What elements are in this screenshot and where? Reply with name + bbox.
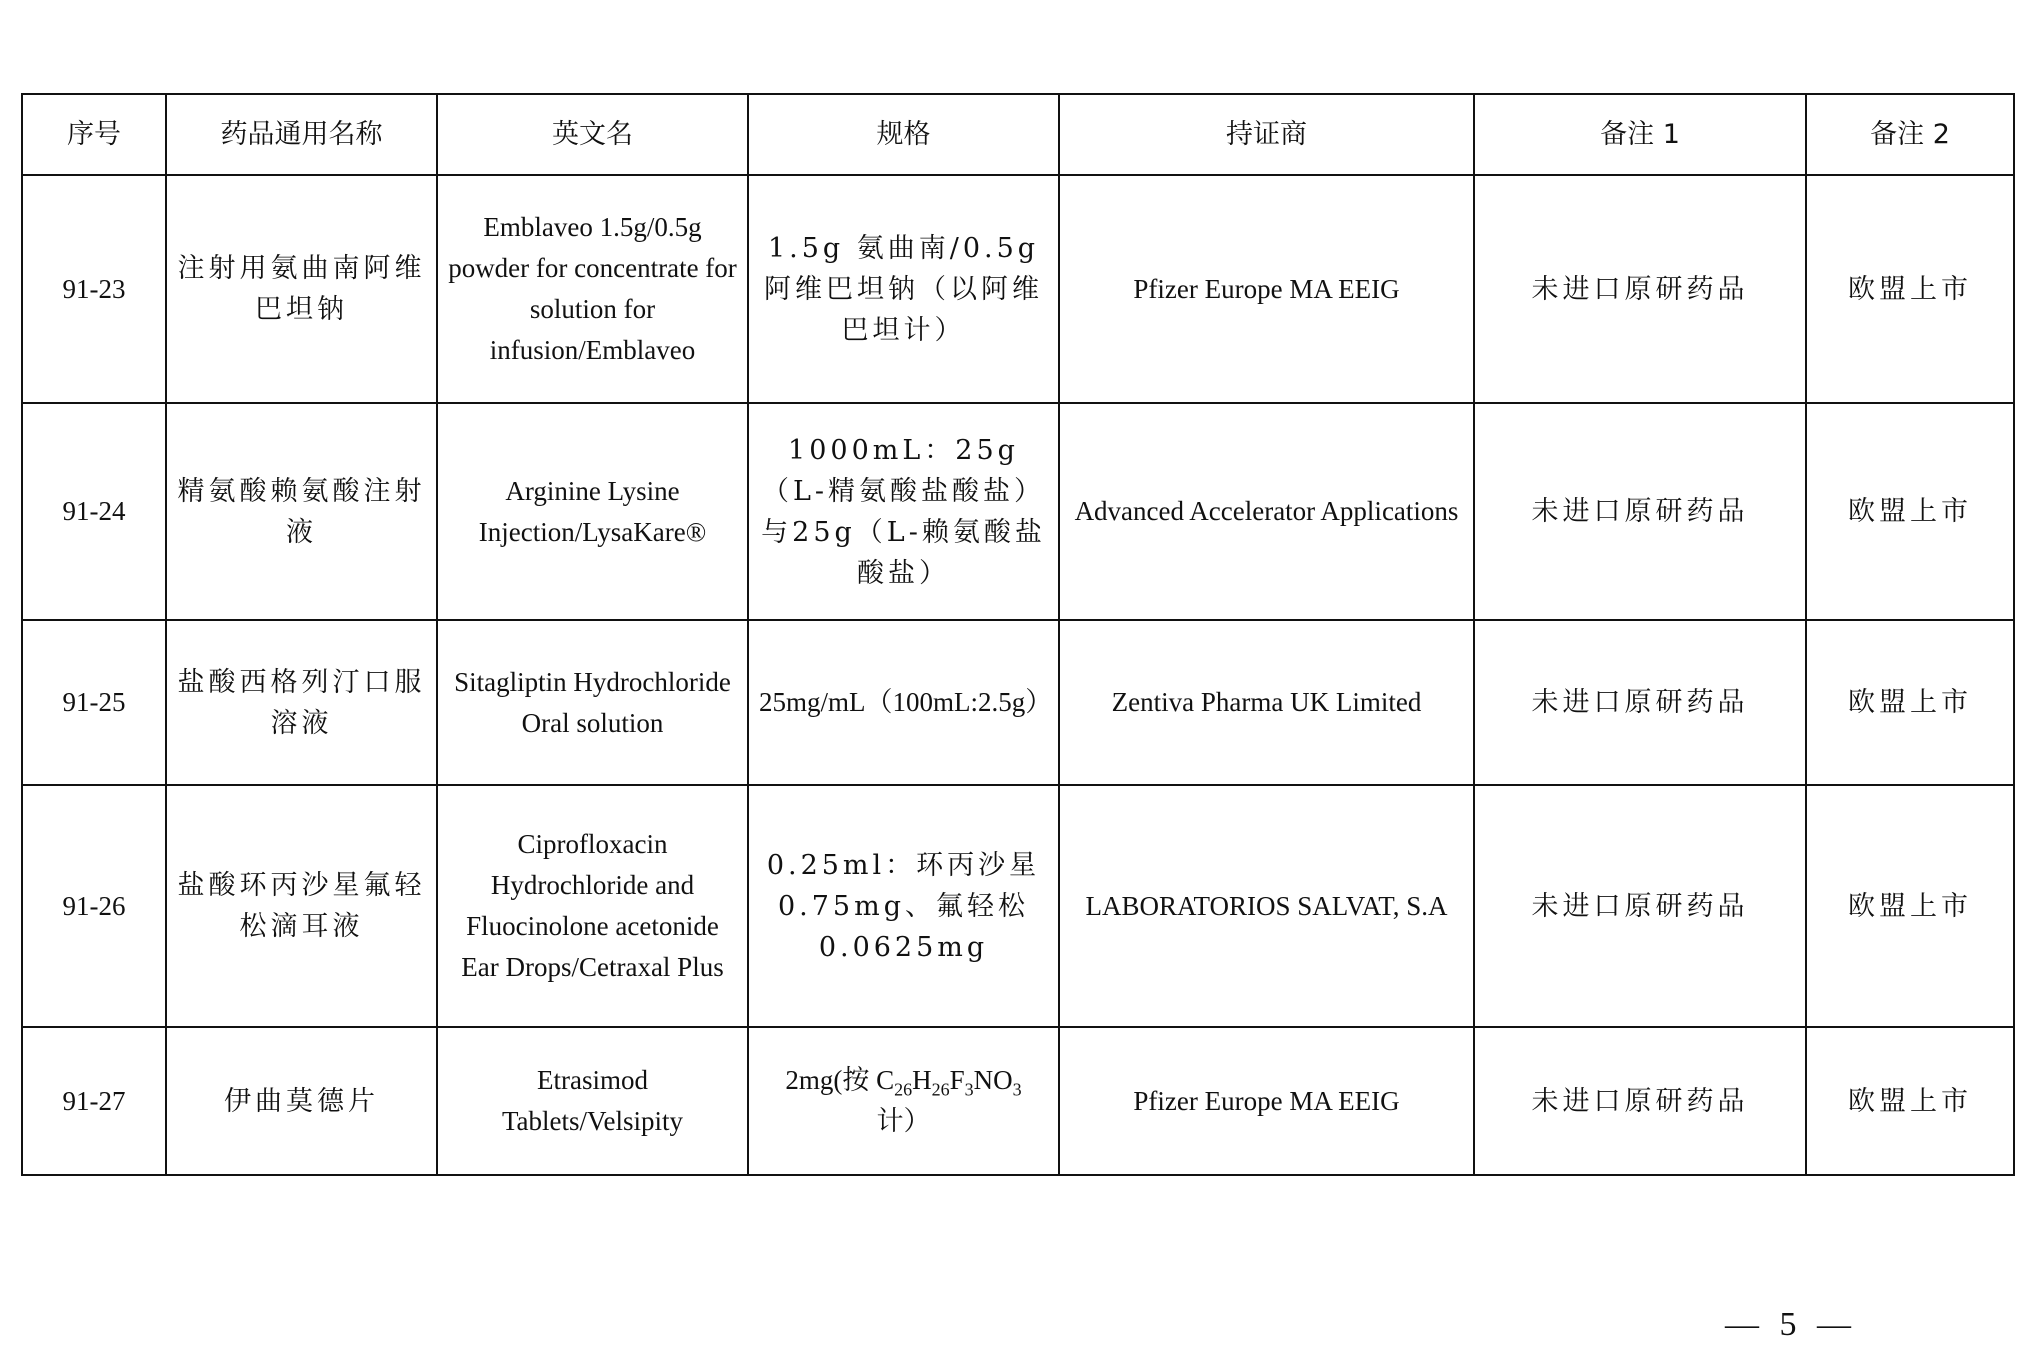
- cell-name-en: Arginine Lysine Injection/LysaKare®: [437, 403, 748, 620]
- header-name-en: 英文名: [437, 94, 748, 175]
- cell-name-cn: 盐酸西格列汀口服溶液: [166, 620, 437, 785]
- table-row: [22, 785, 2014, 1027]
- cell-name-en: Emblaveo 1.5g/0.5g powder for concentrate for solution for infusion/Emblaveo: [437, 175, 748, 403]
- header-no: 序号: [22, 94, 166, 175]
- cell-note2: 欧盟上市: [1806, 403, 2014, 620]
- spec-prefix: 2mg(按 C: [785, 1065, 895, 1095]
- cell-spec: [748, 1027, 1059, 1175]
- spec-subscript: 3: [964, 1079, 974, 1100]
- cell-note1: 未进口原研药品: [1474, 785, 1806, 1027]
- table-row: [22, 1027, 2014, 1175]
- spec-subscript: 3: [1012, 1079, 1022, 1100]
- cell-name-cn: 盐酸环丙沙星氟轻松滴耳液: [166, 785, 437, 1027]
- cell-note1: 未进口原研药品: [1474, 175, 1806, 403]
- cell-note2: 欧盟上市: [1806, 1027, 2014, 1175]
- table-row: [22, 403, 2014, 620]
- cell-no: 91-25: [22, 620, 166, 785]
- cell-name-en: Etrasimod Tablets/Velsipity: [437, 1027, 748, 1175]
- cell-spec: 1.5g 氨曲南/0.5g 阿维巴坦钠（以阿维巴坦计）: [748, 175, 1059, 403]
- cell-no: 91-26: [22, 785, 166, 1027]
- cell-note1: 未进口原研药品: [1474, 1027, 1806, 1175]
- cell-holder: Advanced Accelerator Applications: [1059, 403, 1474, 620]
- table-row: [22, 620, 2014, 785]
- page-number: — 5 —: [1725, 1306, 1857, 1343]
- cell-name-en: Ciprofloxacin Hydrochloride and Fluocinolone acetonide Ear Drops/Cetraxal Plus: [437, 785, 748, 1027]
- cell-name-cn: 伊曲莫德片: [166, 1027, 437, 1175]
- cell-name-cn: 注射用氨曲南阿维巴坦钠: [166, 175, 437, 403]
- header-name-cn: 药品通用名称: [166, 94, 437, 175]
- cell-no: 91-24: [22, 403, 166, 620]
- table-row: [22, 175, 2014, 403]
- cell-holder: Zentiva Pharma UK Limited: [1059, 620, 1474, 785]
- cell-name-cn: 精氨酸赖氨酸注射液: [166, 403, 437, 620]
- cell-note2: 欧盟上市: [1806, 620, 2014, 785]
- cell-holder: LABORATORIOS SALVAT, S.A: [1059, 785, 1474, 1027]
- drug-list-table: [21, 93, 2015, 1176]
- cell-note1: 未进口原研药品: [1474, 620, 1806, 785]
- cell-spec: 25mg/mL（100mL:2.5g）: [748, 620, 1059, 785]
- table-header-row: [22, 94, 2014, 175]
- cell-note2: 欧盟上市: [1806, 785, 2014, 1027]
- cell-spec: 0.25ml：环丙沙星0.75mg、氟轻松0.0625mg: [748, 785, 1059, 1027]
- header-note1: 备注 1: [1474, 94, 1806, 175]
- spec-suffix: 计）: [876, 1106, 931, 1136]
- spec-subscript: 26: [894, 1079, 913, 1100]
- cell-spec: 1000mL：25g（L-精氨酸盐酸盐）与25g（L-赖氨酸盐酸盐）: [748, 403, 1059, 620]
- header-spec: 规格: [748, 94, 1059, 175]
- cell-note2: 欧盟上市: [1806, 175, 2014, 403]
- spec-part: NO: [973, 1065, 1013, 1095]
- cell-name-en: Sitagliptin Hydrochloride Oral solution: [437, 620, 748, 785]
- header-holder: 持证商: [1059, 94, 1474, 175]
- spec-part: H: [912, 1065, 932, 1095]
- cell-holder: Pfizer Europe MA EEIG: [1059, 175, 1474, 403]
- cell-no: 91-23: [22, 175, 166, 403]
- cell-holder: Pfizer Europe MA EEIG: [1059, 1027, 1474, 1175]
- cell-no: 91-27: [22, 1027, 166, 1175]
- spec-subscript: 26: [931, 1079, 950, 1100]
- header-note2: 备注 2: [1806, 94, 2014, 175]
- spec-part: F: [949, 1065, 965, 1095]
- cell-note1: 未进口原研药品: [1474, 403, 1806, 620]
